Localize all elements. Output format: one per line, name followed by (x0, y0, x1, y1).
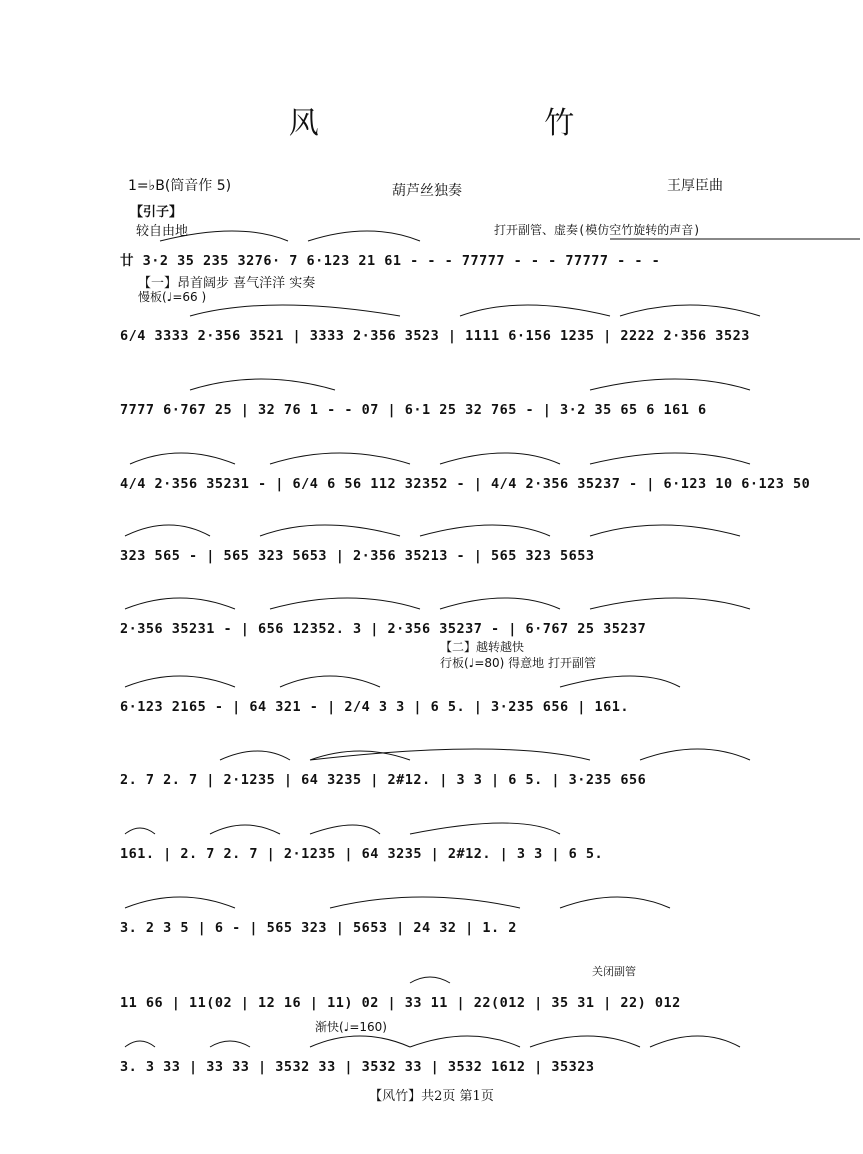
score-row-notes: 6/4 3333 2·356 3521 | 3333 2·356 3523 | 1111 6·156 1235 | 2222 2·356 3523 (120, 328, 750, 344)
slur-arcs (120, 442, 755, 468)
score-row (120, 611, 755, 637)
score-row (120, 836, 755, 862)
slur-arcs (120, 368, 755, 394)
score-row (120, 392, 755, 418)
page-footer: 【风竹】共2页 第1页 (369, 1089, 494, 1104)
score-row (120, 689, 755, 715)
accel-note: 渐快(♩=160) (315, 1020, 387, 1034)
section1-tempo: 慢板(♩=66 ) (138, 290, 207, 304)
subtitle: 葫芦丝独奏 (392, 183, 462, 199)
slur-arcs (120, 665, 755, 691)
score-row-notes: 161. | 2. 7 2. 7 | 2·1235 | 64 3235 | 2#12. | 3 3 | 6 5. (120, 846, 604, 862)
close-pipe-note: 关闭副管 (592, 965, 636, 978)
score-row (120, 762, 755, 788)
slur-arcs (120, 738, 755, 764)
composer: 王厚臣曲 (667, 178, 723, 194)
score-row-notes: 3. 3 33 | 33 33 | 3532 33 | 3532 33 | 3532 1612 | 35323 (120, 1059, 595, 1075)
section1-label: 【一】昂首阔步 喜气洋洋 实奏 (138, 276, 316, 291)
score-row (120, 243, 755, 269)
slur-arcs (120, 961, 755, 987)
section2-tempo: 行板(♩=80) 得意地 打开副管 (440, 656, 596, 670)
score-row (120, 1049, 755, 1075)
intro-tempo: 较自由地 (136, 224, 189, 239)
score-row-notes: 7777 6·767 25 | 32 76 1 - - 07 | 6·1 25 32 765 - | 3·2 35 65 6 161 6 (120, 402, 707, 418)
section2-label: 【二】越转越快 (440, 640, 525, 654)
page-title: 风 竹 (288, 106, 683, 141)
slur-arcs (120, 514, 755, 540)
score-row (120, 466, 811, 492)
score-row (120, 318, 755, 344)
key-signature: 1=♭B(筒音作 5) (128, 178, 232, 194)
slur-arcs (120, 294, 755, 320)
score-row-notes: 2·356 35231 - | 656 12352. 3 | 2·356 35237 - | 6·767 25 35237 (120, 621, 647, 637)
score-row-notes: 4/4 2·356 35231 - | 6/4 6 56 112 32352 - | 4/4 2·356 35237 - | 6·123 10 6·123 50 (120, 476, 811, 492)
score-row (120, 538, 755, 564)
score-row-notes: 2. 7 2. 7 | 2·1235 | 64 3235 | 2#12. | 3 3 | 6 5. | 3·235 656 (120, 772, 647, 788)
slur-arcs (120, 812, 755, 838)
score-row-notes: 6·123 2165 - | 64 321 - | 2/4 3 3 | 6 5. | 3·235 656 | 161. (120, 699, 630, 715)
slur-arcs (120, 587, 755, 613)
score-row-notes: 323 565 - | 565 323 5653 | 2·356 35213 - | 565 323 5653 (120, 548, 595, 564)
intro-performance-note: 打开副管、虚奏(模仿空竹旋转的声音) (494, 223, 701, 237)
slur-arcs (120, 219, 755, 245)
score-row-notes: 11 66 | 11(02 | 12 16 | 11) 02 | 33 11 | 22(012 | 35 31 | 22) 012 (120, 995, 681, 1011)
score-row-notes: 廿 3·2 35 235 3276· 7 6·123 21 61 - - - 77777 - - - 77777 - - - (120, 253, 661, 269)
slur-arcs (120, 1025, 755, 1051)
slur-arcs (120, 886, 755, 912)
intro-label: 【引子】 (130, 205, 183, 220)
score-row-notes: 3. 2 3 5 | 6 - | 565 323 | 5653 | 24 32 | 1. 2 (120, 920, 517, 936)
score-row (120, 985, 755, 1011)
score-row (120, 910, 755, 936)
